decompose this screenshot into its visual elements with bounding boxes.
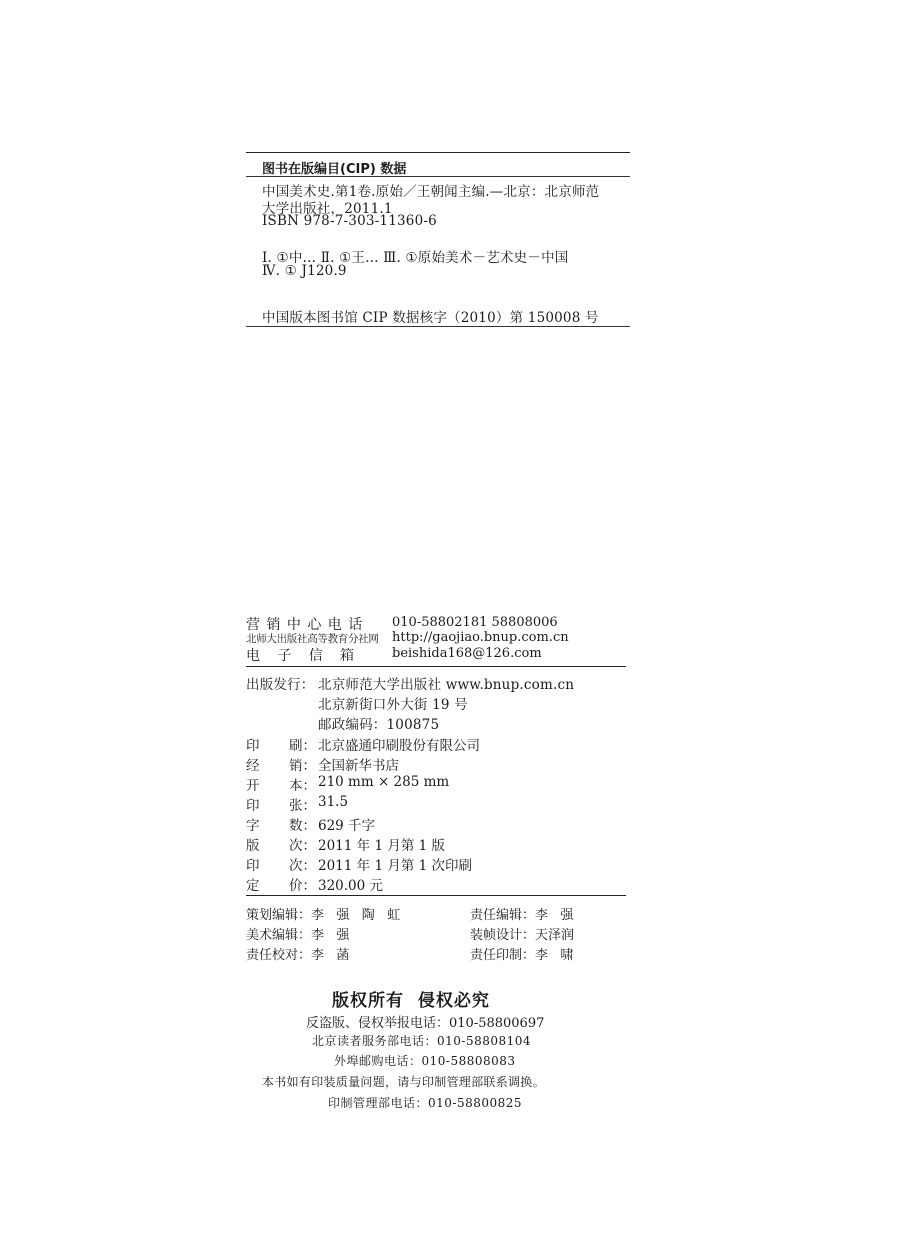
contact-rule (246, 666, 626, 667)
proofreader: 责任校对：李 菡 (246, 948, 350, 963)
price-label: 定 价： (246, 878, 316, 894)
quality-note: 本书如有印装质量问题，请与印制管理部联系调换。 (262, 1075, 545, 1089)
anti-piracy-phone: 反盗版、侵权举报电话：010-58800697 (306, 1016, 545, 1031)
sheets-value: 31.5 (318, 794, 349, 810)
impression-label: 印 次： (246, 858, 316, 874)
reader-service-phone: 北京读者服务部电话：010-58808104 (312, 1034, 532, 1048)
publisher-address: 北京新街口外大街 19 号 (318, 697, 468, 713)
publisher-label: 出版发行： (246, 677, 315, 693)
printer-label: 印 刷： (246, 738, 316, 754)
copyright-title: 版权所有 侵权必究 (332, 991, 490, 1011)
cip-top-rule (246, 152, 630, 153)
distributor-value: 全国新华书店 (318, 758, 399, 774)
print-supervisor: 责任印制：李 啸 (470, 948, 574, 963)
word-count-label: 字 数： (246, 818, 316, 834)
planning-editor: 策划编辑：李 强 陶 虹 (246, 908, 401, 923)
art-editor: 美术编辑：李 强 (246, 928, 350, 943)
print-dept-phone: 印制管理部电话：010-58800825 (328, 1096, 523, 1110)
impression-value: 2011 年 1 月第 1 次印刷 (318, 858, 472, 874)
format-value: 210 mm × 285 mm (318, 774, 450, 790)
edition-value: 2011 年 1 月第 1 版 (318, 838, 445, 854)
cip-class-2: Ⅳ. ① J120.9 (262, 263, 347, 279)
price-value: 320.00 元 (318, 878, 384, 894)
word-count-value: 629 千字 (318, 818, 376, 834)
website-label: 北师大出版社高等教育分社网 (246, 633, 379, 645)
distributor-label: 经 销： (246, 758, 316, 774)
cip-isbn: ISBN 978-7-303-11360-6 (262, 213, 437, 229)
sales-phone-label: 营 销 中 心 电 话 (246, 617, 364, 633)
website-value: http://gaojiao.bnup.com.cn (392, 630, 569, 645)
cip-class-1: Ⅰ. ①中… Ⅱ. ①王… Ⅲ. ①原始美术－艺术史－中国 (262, 250, 569, 266)
cip-bottom-rule (246, 326, 630, 327)
edition-label: 版 次： (246, 838, 316, 854)
email-label: 电 子 信 箱 (246, 648, 356, 664)
sheets-label: 印 张： (246, 798, 316, 814)
publisher-postcode: 邮政编码：100875 (318, 717, 440, 733)
publisher-value: 北京师范大学出版社 www.bnup.com.cn (318, 677, 575, 693)
cip-line-1: 中国美术史.第1卷.原始／王朝闻主编.—北京：北京师范 (262, 184, 600, 200)
cip-line-2: 大学出版社，2011.1 (262, 201, 393, 217)
cip-record-number: 中国版本图书馆 CIP 数据核字（2010）第 150008 号 (262, 310, 599, 326)
email-value: beishida168@126.com (392, 646, 542, 661)
format-label: 开 本： (246, 778, 316, 794)
binding-designer: 装帧设计：天泽润 (470, 928, 575, 943)
cip-heading: 图书在版编目(CIP) 数据 (262, 162, 407, 177)
sales-phone-value: 010-58802181 58808006 (392, 615, 558, 630)
responsible-editor: 责任编辑：李 强 (470, 908, 574, 923)
details-rule (246, 895, 626, 896)
cip-heading-rule (246, 176, 630, 177)
printer-value: 北京盛通印刷股份有限公司 (318, 738, 480, 754)
mail-order-phone: 外埠邮购电话：010-58808083 (334, 1054, 516, 1068)
